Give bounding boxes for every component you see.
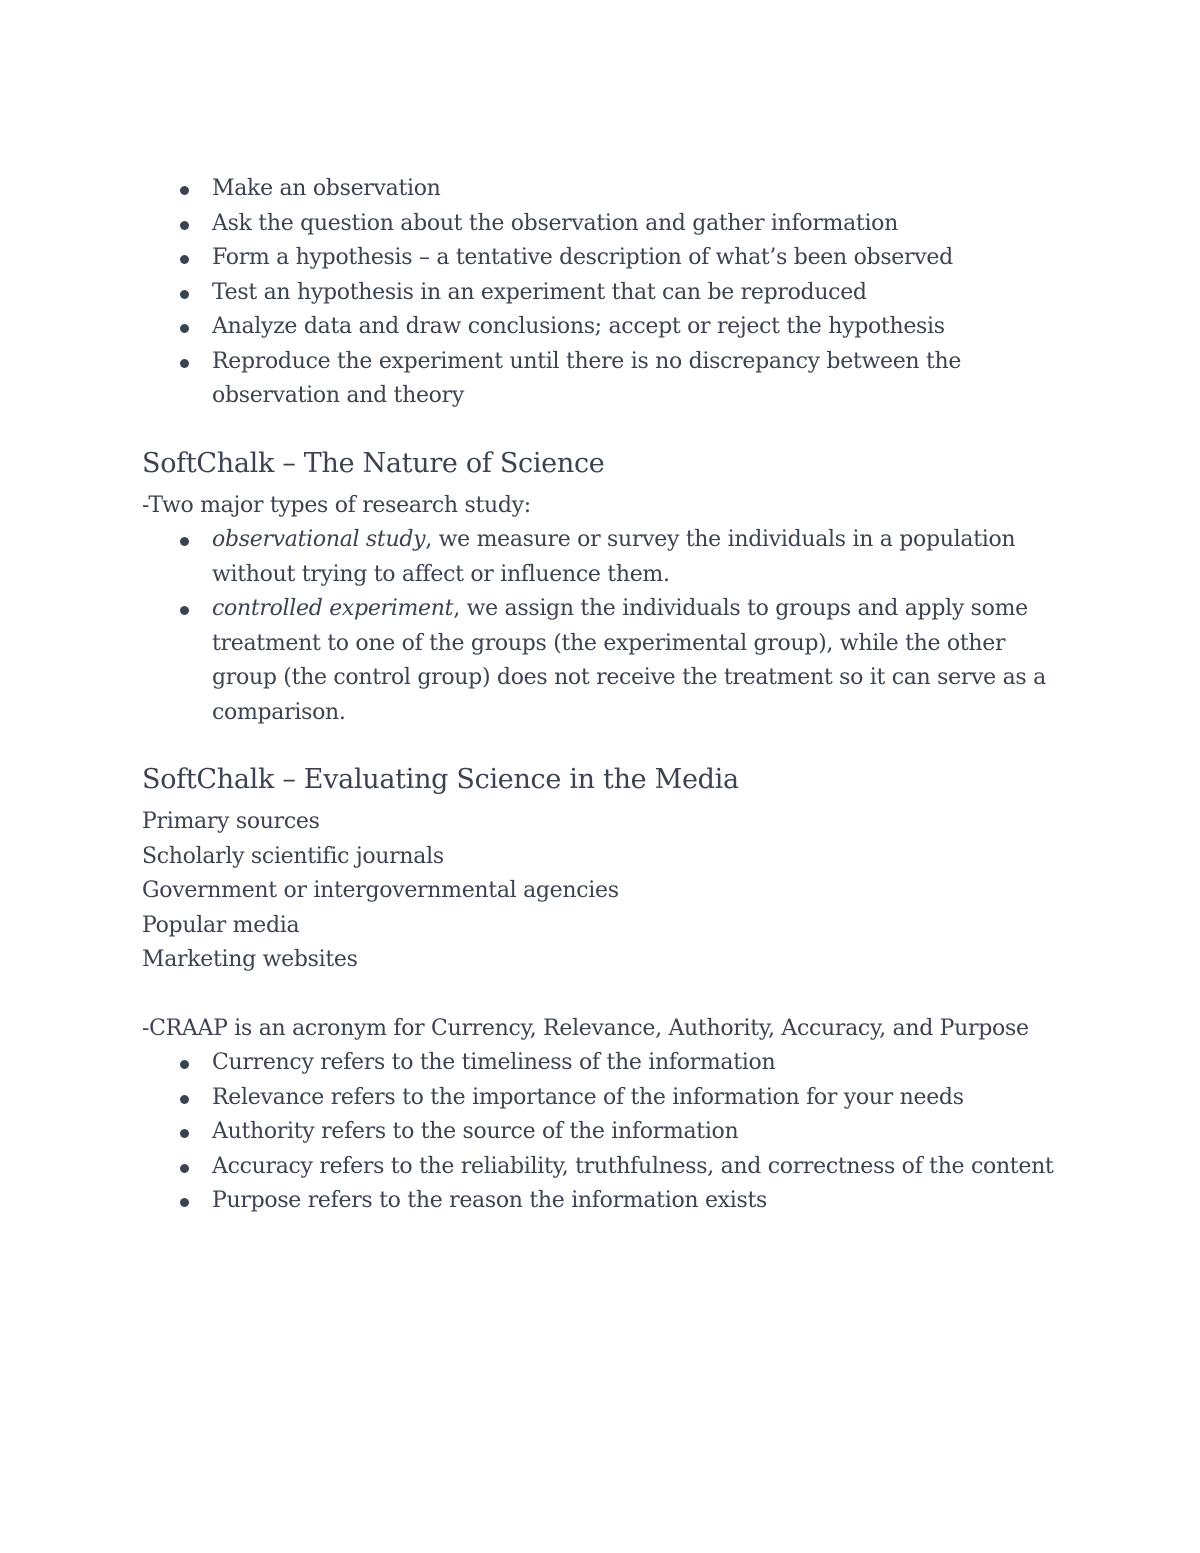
- term-definition: , we assign the individuals to groups and apply some treatment to one of the groups (the experimental group), while the other group (the control group) does not receive the treatment so it can serve as a comparison.: [212, 596, 1046, 725]
- source-type: Marketing websites: [142, 947, 358, 972]
- bullet-icon: [180, 359, 189, 368]
- list-item-text: Analyze data and draw conclusions; accept or reject the hypothesis: [212, 314, 945, 339]
- list-item: [142, 1150, 1072, 1185]
- list-item: [142, 1184, 1072, 1219]
- scientific-method-list: [142, 172, 1072, 414]
- list-item: [142, 310, 1072, 345]
- list-item: [142, 207, 1072, 242]
- bullet-icon: [180, 186, 189, 195]
- list-item: [142, 345, 1072, 414]
- section-heading-nature-of-science: SoftChalk – The Nature of Science: [142, 447, 605, 479]
- research-types-list: [142, 523, 1072, 730]
- list-item-text: Currency refers to the timeliness of the information: [212, 1050, 776, 1075]
- list-item-text: Authority refers to the source of the information: [212, 1119, 739, 1144]
- list-item: [142, 172, 1072, 207]
- bullet-icon: [180, 221, 189, 230]
- bullet-icon: [180, 1198, 189, 1207]
- section-heading-evaluating-science: SoftChalk – Evaluating Science in the Media: [142, 764, 739, 795]
- term-observational-study: observational study: [212, 527, 426, 552]
- list-item: [142, 592, 1072, 730]
- list-item-text: Reproduce the experiment until there is no discrepancy between the observation and theory: [212, 348, 962, 408]
- bullet-icon: [180, 606, 189, 615]
- source-type: Popular media: [142, 912, 300, 938]
- list-item-text: Accuracy refers to the reliability, truthfulness, and correctness of the content: [212, 1153, 1054, 1179]
- bullet-icon: [180, 290, 189, 299]
- bullet-icon: [180, 1164, 189, 1173]
- bullet-icon: [180, 255, 189, 264]
- bullet-icon: [180, 1129, 189, 1138]
- source-types-list: [142, 805, 1072, 978]
- bullet-icon: [180, 324, 189, 333]
- list-item: [142, 1046, 1072, 1081]
- bullet-icon: [180, 1060, 189, 1069]
- list-item: [142, 241, 1072, 276]
- source-type: Scholarly scientific journals: [142, 843, 444, 869]
- bullet-icon: [180, 1095, 189, 1104]
- list-item: [142, 523, 1072, 592]
- list-item-text: Make an observation: [212, 176, 441, 201]
- list-item: [142, 1081, 1072, 1116]
- craap-list: [142, 1046, 1072, 1219]
- list-item: [142, 276, 1072, 311]
- source-type: Government or intergovernmental agencies: [142, 878, 619, 903]
- document-content: [142, 172, 1072, 1219]
- list-item-text: Test an hypothesis in an experiment that can be reproduced: [212, 279, 867, 305]
- list-item-text: Purpose refers to the reason the information exists: [212, 1188, 768, 1213]
- research-types-intro: -Two major types of research study:: [142, 492, 531, 518]
- term-controlled-experiment: controlled experiment: [212, 596, 454, 621]
- term-definition: , we measure or survey the individuals in a population without trying to affect or influence them.: [212, 527, 1016, 587]
- list-item-text: Form a hypothesis – a tentative description of what’s been observed: [212, 245, 953, 270]
- craap-intro: -CRAAP is an acronym for Currency, Relevance, Authority, Accuracy, and Purpose: [142, 1015, 1029, 1041]
- list-item-text: Relevance refers to the importance of the information for your needs: [212, 1084, 964, 1110]
- list-item: [142, 1115, 1072, 1150]
- list-item-text: Ask the question about the observation and gather information: [212, 210, 899, 236]
- source-type: Primary sources: [142, 809, 320, 834]
- bullet-icon: [180, 537, 189, 546]
